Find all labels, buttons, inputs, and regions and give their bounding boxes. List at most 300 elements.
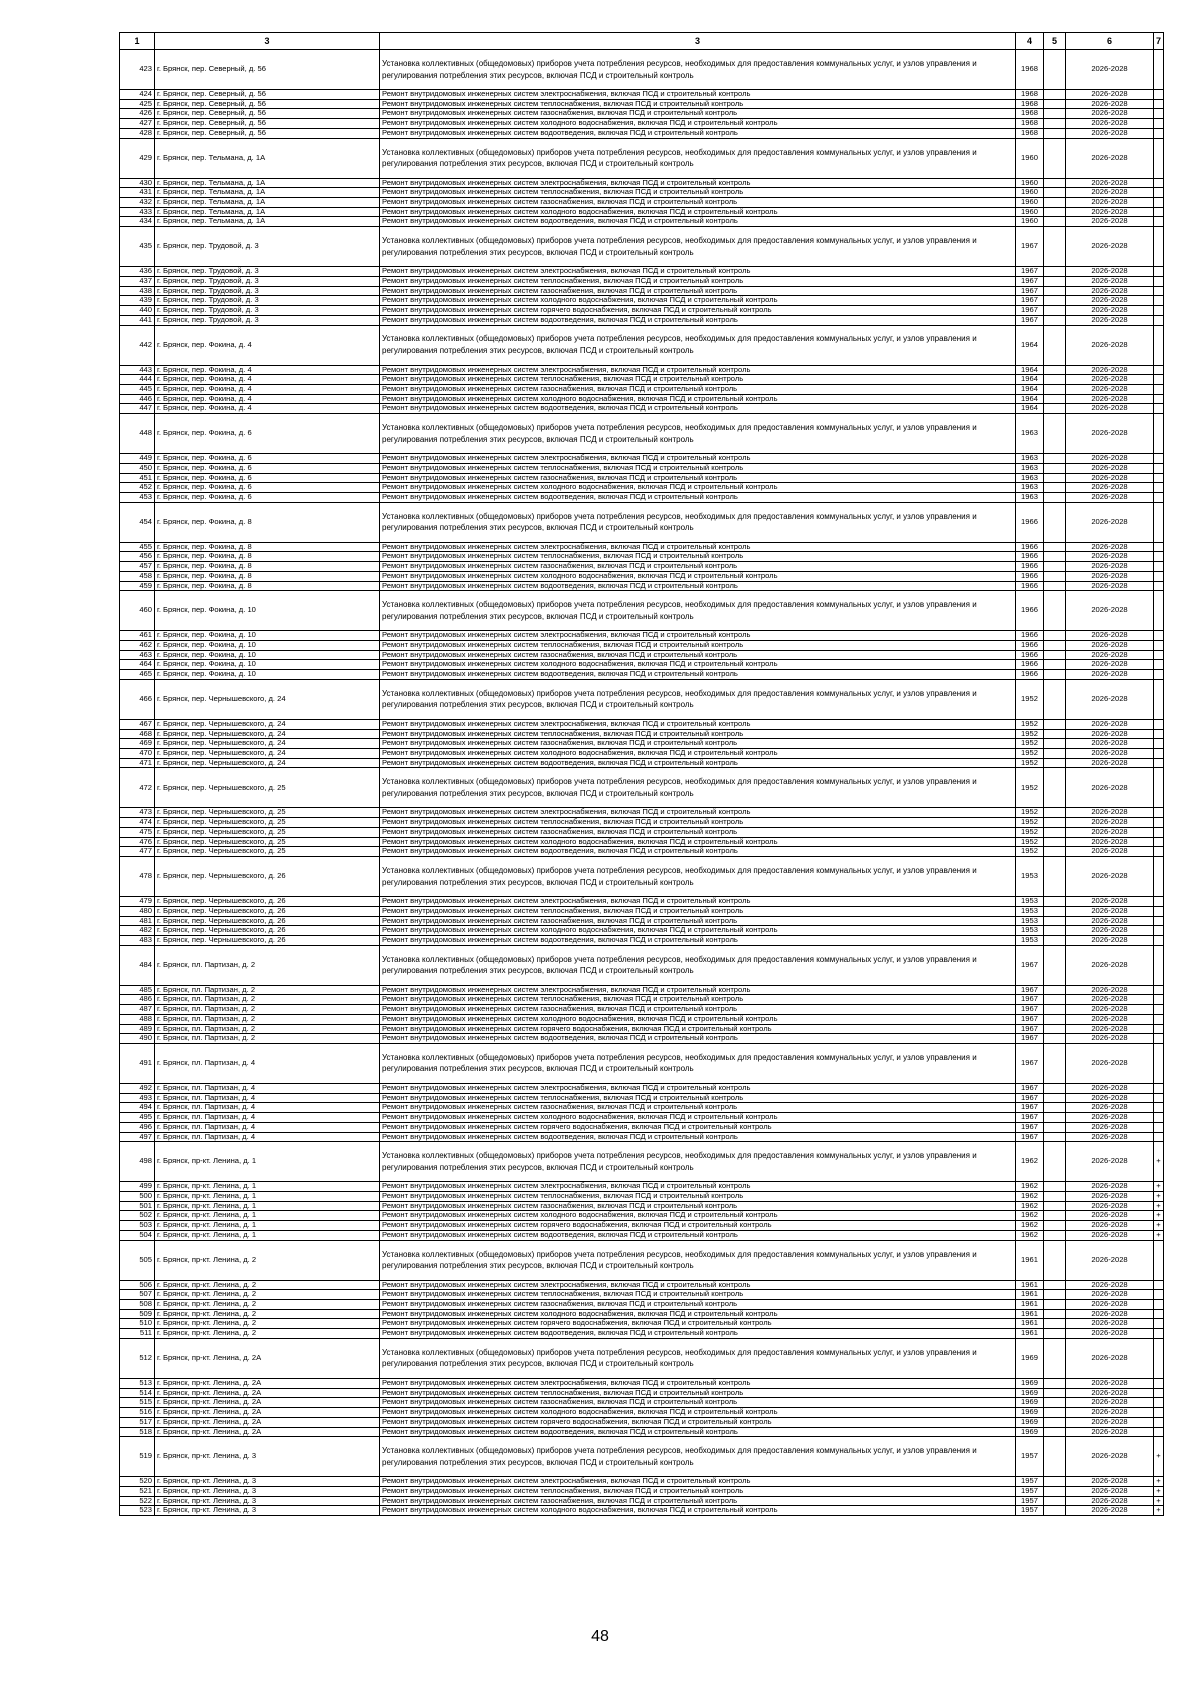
table-row (120, 1319, 1164, 1329)
address: г. Брянск, пер. Северный, д. 56 (155, 90, 380, 100)
address: г. Брянск, пр-кт. Ленина, д. 2А (155, 1388, 380, 1398)
period: 2026-2028 (1066, 995, 1154, 1005)
table-row (120, 1192, 1164, 1202)
build-year: 1967 (1016, 1014, 1044, 1024)
work-description: Ремонт внутридомовых инженерных систем теплоснабжения, включая ПСД и строительный контроль (380, 1486, 1016, 1496)
period: 2026-2028 (1066, 935, 1154, 945)
work-description: Ремонт внутридомовых инженерных систем теплоснабжения, включая ПСД и строительный контроль (380, 1388, 1016, 1398)
row-number: 493 (120, 1093, 155, 1103)
header-col-address: 3 (155, 33, 380, 50)
work-description: Ремонт внутридомовых инженерных систем теплоснабжения, включая ПСД и строительный контроль (380, 188, 1016, 198)
build-year: 1967 (1016, 1093, 1044, 1103)
col-5 (1044, 897, 1066, 907)
row-number: 510 (120, 1319, 155, 1329)
table-row (120, 945, 1164, 985)
table-row (120, 935, 1164, 945)
address: г. Брянск, пер. Фокина, д. 8 (155, 502, 380, 542)
address: г. Брянск, пер. Трудовой, д. 3 (155, 267, 380, 277)
mark (1154, 1417, 1164, 1427)
col-5 (1044, 749, 1066, 759)
table-row (120, 1182, 1164, 1192)
work-description: Ремонт внутридомовых инженерных систем газоснабжения, включая ПСД и строительный контроль (380, 739, 1016, 749)
table-row (120, 90, 1164, 100)
mark (1154, 217, 1164, 227)
mark (1154, 1034, 1164, 1044)
table-row (120, 660, 1164, 670)
period: 2026-2028 (1066, 1378, 1154, 1388)
row-number: 459 (120, 581, 155, 591)
work-description: Ремонт внутридомовых инженерных систем водоотведения, включая ПСД и строительный контроль (380, 492, 1016, 502)
build-year: 1967 (1016, 267, 1044, 277)
table-row (120, 581, 1164, 591)
period: 2026-2028 (1066, 217, 1154, 227)
period: 2026-2028 (1066, 109, 1154, 119)
build-year: 1967 (1016, 985, 1044, 995)
col-5 (1044, 719, 1066, 729)
period: 2026-2028 (1066, 857, 1154, 897)
period: 2026-2028 (1066, 227, 1154, 267)
period: 2026-2028 (1066, 365, 1154, 375)
period: 2026-2028 (1066, 1290, 1154, 1300)
period: 2026-2028 (1066, 916, 1154, 926)
col-5 (1044, 492, 1066, 502)
mark (1154, 837, 1164, 847)
period: 2026-2028 (1066, 1506, 1154, 1516)
table-row (120, 138, 1164, 178)
table-row (120, 542, 1164, 552)
address: г. Брянск, пер. Фокина, д. 6 (155, 463, 380, 473)
col-5 (1044, 827, 1066, 837)
work-description: Ремонт внутридомовых инженерных систем холодного водоснабжения, включая ПСД и строительный контроль (380, 1408, 1016, 1418)
period: 2026-2028 (1066, 739, 1154, 749)
row-number: 452 (120, 483, 155, 493)
mark (1154, 1083, 1164, 1093)
build-year: 1968 (1016, 128, 1044, 138)
work-description: Ремонт внутридомовых инженерных систем теплоснабжения, включая ПСД и строительный контроль (380, 906, 1016, 916)
period: 2026-2028 (1066, 315, 1154, 325)
work-description: Установка коллективных (общедомовых) приборов учета потребления ресурсов, необходимых для предоставления коммунальных услуг, и узлов управления и регулирования потребления этих ресурсов, включая ПСД и строительный контроль (380, 1043, 1016, 1083)
mark (1154, 188, 1164, 198)
period: 2026-2028 (1066, 1113, 1154, 1123)
period: 2026-2028 (1066, 1014, 1154, 1024)
address: г. Брянск, пер. Тельмана, д. 1А (155, 207, 380, 217)
table-row (120, 1122, 1164, 1132)
build-year: 1968 (1016, 50, 1044, 90)
col-5 (1044, 1408, 1066, 1418)
address: г. Брянск, пер. Фокина, д. 8 (155, 571, 380, 581)
period: 2026-2028 (1066, 591, 1154, 631)
col-5 (1044, 631, 1066, 641)
build-year: 1952 (1016, 847, 1044, 857)
period: 2026-2028 (1066, 571, 1154, 581)
build-year: 1952 (1016, 758, 1044, 768)
col-5 (1044, 188, 1066, 198)
row-number: 426 (120, 109, 155, 119)
row-number: 450 (120, 463, 155, 473)
row-number: 430 (120, 178, 155, 188)
work-description: Установка коллективных (общедомовых) приборов учета потребления ресурсов, необходимых для предоставления коммунальных услуг, и узлов управления и регулирования потребления этих ресурсов, включая ПСД и строительный контроль (380, 502, 1016, 542)
table-row (120, 591, 1164, 631)
row-number: 480 (120, 906, 155, 916)
table-row (120, 1221, 1164, 1231)
mark (1154, 650, 1164, 660)
row-number: 425 (120, 99, 155, 109)
table-row (120, 492, 1164, 502)
mark (1154, 90, 1164, 100)
mark: + (1154, 1506, 1164, 1516)
mark (1154, 99, 1164, 109)
work-description: Ремонт внутридомовых инженерных систем электроснабжения, включая ПСД и строительный контроль (380, 985, 1016, 995)
header-col-7: 7 (1154, 33, 1164, 50)
period: 2026-2028 (1066, 1417, 1154, 1427)
period: 2026-2028 (1066, 641, 1154, 651)
mark (1154, 267, 1164, 277)
work-description: Ремонт внутридомовых инженерных систем теплоснабжения, включая ПСД и строительный контроль (380, 552, 1016, 562)
mark (1154, 571, 1164, 581)
work-description: Ремонт внутридомовых инженерных систем холодного водоснабжения, включая ПСД и строительный контроль (380, 1506, 1016, 1516)
period: 2026-2028 (1066, 1408, 1154, 1418)
build-year: 1963 (1016, 492, 1044, 502)
mark (1154, 768, 1164, 808)
col-5 (1044, 1496, 1066, 1506)
period: 2026-2028 (1066, 375, 1154, 385)
row-number: 519 (120, 1437, 155, 1477)
build-year: 1957 (1016, 1486, 1044, 1496)
mark (1154, 1338, 1164, 1378)
col-5 (1044, 808, 1066, 818)
period: 2026-2028 (1066, 1280, 1154, 1290)
row-number: 504 (120, 1230, 155, 1240)
table-row (120, 719, 1164, 729)
table-row (120, 897, 1164, 907)
row-number: 515 (120, 1398, 155, 1408)
build-year: 1968 (1016, 109, 1044, 119)
table-row (120, 729, 1164, 739)
address: г. Брянск, пер. Фокина, д. 4 (155, 384, 380, 394)
work-description: Установка коллективных (общедомовых) приборов учета потребления ресурсов, необходимых для предоставления коммунальных услуг, и узлов управления и регулирования потребления этих ресурсов, включая ПСД и строительный контроль (380, 857, 1016, 897)
build-year: 1962 (1016, 1192, 1044, 1202)
mark: + (1154, 1192, 1164, 1202)
col-5 (1044, 502, 1066, 542)
work-description: Ремонт внутридомовых инженерных систем электроснабжения, включая ПСД и строительный контроль (380, 897, 1016, 907)
row-number: 468 (120, 729, 155, 739)
period: 2026-2028 (1066, 631, 1154, 641)
work-description: Ремонт внутридомовых инженерных систем холодного водоснабжения, включая ПСД и строительный контроль (380, 1014, 1016, 1024)
table-row (120, 818, 1164, 828)
table-row (120, 552, 1164, 562)
address: г. Брянск, пер. Фокина, д. 8 (155, 581, 380, 591)
table-row (120, 1230, 1164, 1240)
work-description: Ремонт внутридомовых инженерных систем холодного водоснабжения, включая ПСД и строительный контроль (380, 296, 1016, 306)
address: г. Брянск, пер. Фокина, д. 6 (155, 473, 380, 483)
mark (1154, 935, 1164, 945)
col-5 (1044, 581, 1066, 591)
mark (1154, 207, 1164, 217)
build-year: 1953 (1016, 906, 1044, 916)
period: 2026-2028 (1066, 473, 1154, 483)
table-row (120, 404, 1164, 414)
table-row (120, 1417, 1164, 1427)
row-number: 465 (120, 670, 155, 680)
build-year: 1960 (1016, 188, 1044, 198)
build-year: 1966 (1016, 581, 1044, 591)
row-number: 461 (120, 631, 155, 641)
col-5 (1044, 768, 1066, 808)
table-row (120, 837, 1164, 847)
address: г. Брянск, пер. Северный, д. 56 (155, 109, 380, 119)
mark (1154, 670, 1164, 680)
build-year: 1966 (1016, 660, 1044, 670)
col-5 (1044, 995, 1066, 1005)
mark (1154, 454, 1164, 464)
col-5 (1044, 90, 1066, 100)
row-number: 436 (120, 267, 155, 277)
period: 2026-2028 (1066, 847, 1154, 857)
col-5 (1044, 375, 1066, 385)
row-number: 447 (120, 404, 155, 414)
work-description: Установка коллективных (общедомовых) приборов учета потребления ресурсов, необходимых для предоставления коммунальных услуг, и узлов управления и регулирования потребления этих ресурсов, включая ПСД и строительный контроль (380, 325, 1016, 365)
period: 2026-2028 (1066, 1221, 1154, 1231)
work-description: Ремонт внутридомовых инженерных систем электроснабжения, включая ПСД и строительный контроль (380, 1280, 1016, 1290)
address: г. Брянск, пл. Партизан, д. 4 (155, 1113, 380, 1123)
row-number: 428 (120, 128, 155, 138)
mark: + (1154, 1437, 1164, 1477)
build-year: 1967 (1016, 296, 1044, 306)
table-row (120, 325, 1164, 365)
col-5 (1044, 591, 1066, 631)
col-5 (1044, 847, 1066, 857)
address: г. Брянск, пер. Трудовой, д. 3 (155, 276, 380, 286)
mark (1154, 198, 1164, 208)
col-5 (1044, 404, 1066, 414)
address: г. Брянск, пр-кт. Ленина, д. 2А (155, 1408, 380, 1418)
address: г. Брянск, пл. Партизан, д. 2 (155, 1005, 380, 1015)
row-number: 490 (120, 1034, 155, 1044)
address: г. Брянск, пр-кт. Ленина, д. 3 (155, 1477, 380, 1487)
work-description: Ремонт внутридомовых инженерных систем теплоснабжения, включая ПСД и строительный контроль (380, 995, 1016, 1005)
address: г. Брянск, пр-кт. Ленина, д. 3 (155, 1496, 380, 1506)
period: 2026-2028 (1066, 719, 1154, 729)
address: г. Брянск, пл. Партизан, д. 2 (155, 985, 380, 995)
address: г. Брянск, пр-кт. Ленина, д. 3 (155, 1486, 380, 1496)
build-year: 1964 (1016, 365, 1044, 375)
table-row (120, 1300, 1164, 1310)
build-year: 1969 (1016, 1378, 1044, 1388)
address: г. Брянск, пер. Чернышевского, д. 26 (155, 926, 380, 936)
mark (1154, 562, 1164, 572)
col-5 (1044, 818, 1066, 828)
period: 2026-2028 (1066, 660, 1154, 670)
table-row (120, 739, 1164, 749)
build-year: 1966 (1016, 571, 1044, 581)
build-year: 1962 (1016, 1201, 1044, 1211)
mark: + (1154, 1221, 1164, 1231)
work-description: Ремонт внутридомовых инженерных систем теплоснабжения, включая ПСД и строительный контроль (380, 641, 1016, 651)
period: 2026-2028 (1066, 1300, 1154, 1310)
work-description: Установка коллективных (общедомовых) приборов учета потребления ресурсов, необходимых для предоставления коммунальных услуг, и узлов управления и регулирования потребления этих ресурсов, включая ПСД и строительный контроль (380, 138, 1016, 178)
build-year: 1963 (1016, 454, 1044, 464)
table-row (120, 1437, 1164, 1477)
col-5 (1044, 552, 1066, 562)
row-number: 509 (120, 1309, 155, 1319)
table-row (120, 296, 1164, 306)
work-description: Ремонт внутридомовых инженерных систем горячего водоснабжения, включая ПСД и строительный контроль (380, 306, 1016, 316)
row-number: 521 (120, 1486, 155, 1496)
mark (1154, 660, 1164, 670)
address: г. Брянск, пр-кт. Ленина, д. 2А (155, 1338, 380, 1378)
address: г. Брянск, пр-кт. Ленина, д. 3 (155, 1506, 380, 1516)
work-description: Установка коллективных (общедомовых) приборов учета потребления ресурсов, необходимых для предоставления коммунальных услуг, и узлов управления и регулирования потребления этих ресурсов, включая ПСД и строительный контроль (380, 1338, 1016, 1378)
work-description: Ремонт внутридомовых инженерных систем электроснабжения, включая ПСД и строительный контроль (380, 808, 1016, 818)
row-number: 439 (120, 296, 155, 306)
row-number: 466 (120, 679, 155, 719)
mark: + (1154, 1201, 1164, 1211)
period: 2026-2028 (1066, 1388, 1154, 1398)
period: 2026-2028 (1066, 808, 1154, 818)
col-5 (1044, 935, 1066, 945)
mark (1154, 315, 1164, 325)
mark (1154, 463, 1164, 473)
table-row (120, 749, 1164, 759)
period: 2026-2028 (1066, 207, 1154, 217)
build-year: 1966 (1016, 670, 1044, 680)
address: г. Брянск, пр-кт. Ленина, д. 2А (155, 1417, 380, 1427)
mark (1154, 591, 1164, 631)
address: г. Брянск, пер. Чернышевского, д. 25 (155, 837, 380, 847)
address: г. Брянск, пер. Тельмана, д. 1А (155, 217, 380, 227)
row-number: 520 (120, 1477, 155, 1487)
row-number: 511 (120, 1329, 155, 1339)
mark (1154, 1014, 1164, 1024)
col-5 (1044, 837, 1066, 847)
work-description: Ремонт внутридомовых инженерных систем водоотведения, включая ПСД и строительный контроль (380, 1034, 1016, 1044)
col-5 (1044, 286, 1066, 296)
col-5 (1044, 758, 1066, 768)
mark (1154, 119, 1164, 129)
table-row (120, 1240, 1164, 1280)
table-row (120, 454, 1164, 464)
mark (1154, 1093, 1164, 1103)
row-number: 451 (120, 473, 155, 483)
build-year: 1963 (1016, 473, 1044, 483)
work-description: Установка коллективных (общедомовых) приборов учета потребления ресурсов, необходимых для предоставления коммунальных услуг, и узлов управления и регулирования потребления этих ресурсов, включая ПСД и строительный контроль (380, 768, 1016, 808)
period: 2026-2028 (1066, 198, 1154, 208)
col-5 (1044, 109, 1066, 119)
header-col-5: 5 (1044, 33, 1066, 50)
work-description: Ремонт внутридомовых инженерных систем холодного водоснабжения, включая ПСД и строительный контроль (380, 571, 1016, 581)
build-year: 1966 (1016, 591, 1044, 631)
col-5 (1044, 857, 1066, 897)
row-number: 431 (120, 188, 155, 198)
build-year: 1967 (1016, 1005, 1044, 1015)
row-number: 434 (120, 217, 155, 227)
col-5 (1044, 178, 1066, 188)
build-year: 1969 (1016, 1408, 1044, 1418)
work-description: Ремонт внутридомовых инженерных систем холодного водоснабжения, включая ПСД и строительный контроль (380, 660, 1016, 670)
table-row (120, 473, 1164, 483)
period: 2026-2028 (1066, 749, 1154, 759)
mark (1154, 906, 1164, 916)
table-row (120, 384, 1164, 394)
work-description: Ремонт внутридомовых инженерных систем водоотведения, включая ПСД и строительный контроль (380, 404, 1016, 414)
period: 2026-2028 (1066, 1486, 1154, 1496)
col-5 (1044, 384, 1066, 394)
col-5 (1044, 1437, 1066, 1477)
period: 2026-2028 (1066, 768, 1154, 808)
build-year: 1966 (1016, 502, 1044, 542)
work-description: Ремонт внутридомовых инженерных систем холодного водоснабжения, включая ПСД и строительный контроль (380, 1309, 1016, 1319)
col-5 (1044, 1005, 1066, 1015)
table-row (120, 128, 1164, 138)
mark (1154, 128, 1164, 138)
row-number: 522 (120, 1496, 155, 1506)
row-number: 513 (120, 1378, 155, 1388)
table-row (120, 1132, 1164, 1142)
mark (1154, 375, 1164, 385)
mark (1154, 394, 1164, 404)
col-5 (1044, 463, 1066, 473)
address: г. Брянск, пер. Тельмана, д. 1А (155, 138, 380, 178)
address: г. Брянск, пр-кт. Ленина, д. 1 (155, 1142, 380, 1182)
work-description: Ремонт внутридомовых инженерных систем теплоснабжения, включая ПСД и строительный контроль (380, 818, 1016, 828)
mark (1154, 227, 1164, 267)
col-5 (1044, 679, 1066, 719)
period: 2026-2028 (1066, 906, 1154, 916)
address: г. Брянск, пер. Фокина, д. 6 (155, 414, 380, 454)
build-year: 1957 (1016, 1506, 1044, 1516)
address: г. Брянск, пр-кт. Ленина, д. 2 (155, 1309, 380, 1319)
build-year: 1969 (1016, 1338, 1044, 1378)
row-number: 516 (120, 1408, 155, 1418)
address: г. Брянск, пер. Фокина, д. 10 (155, 670, 380, 680)
table-row (120, 483, 1164, 493)
mark (1154, 985, 1164, 995)
col-5 (1044, 1417, 1066, 1427)
address: г. Брянск, пер. Фокина, д. 10 (155, 631, 380, 641)
build-year: 1967 (1016, 286, 1044, 296)
row-number: 514 (120, 1388, 155, 1398)
period: 2026-2028 (1066, 1427, 1154, 1437)
address: г. Брянск, пер. Чернышевского, д. 26 (155, 935, 380, 945)
col-5 (1044, 985, 1066, 995)
mark (1154, 502, 1164, 542)
build-year: 1966 (1016, 631, 1044, 641)
build-year: 1961 (1016, 1290, 1044, 1300)
col-5 (1044, 1201, 1066, 1211)
table-row (120, 1201, 1164, 1211)
row-number: 487 (120, 1005, 155, 1015)
address: г. Брянск, пр-кт. Ленина, д. 2 (155, 1240, 380, 1280)
period: 2026-2028 (1066, 454, 1154, 464)
address: г. Брянск, пер. Фокина, д. 4 (155, 375, 380, 385)
work-description: Ремонт внутридомовых инженерных систем водоотведения, включая ПСД и строительный контроль (380, 1230, 1016, 1240)
table-row (120, 1388, 1164, 1398)
address: г. Брянск, пр-кт. Ленина, д. 3 (155, 1437, 380, 1477)
row-number: 489 (120, 1024, 155, 1034)
table-row (120, 906, 1164, 916)
build-year: 1968 (1016, 99, 1044, 109)
period: 2026-2028 (1066, 650, 1154, 660)
work-description: Ремонт внутридомовых инженерных систем водоотведения, включая ПСД и строительный контроль (380, 1329, 1016, 1339)
table-row (120, 1398, 1164, 1408)
row-number: 495 (120, 1113, 155, 1123)
mark (1154, 857, 1164, 897)
work-description: Ремонт внутридомовых инженерных систем газоснабжения, включая ПСД и строительный контроль (380, 1103, 1016, 1113)
address: г. Брянск, пер. Чернышевского, д. 24 (155, 679, 380, 719)
col-5 (1044, 1230, 1066, 1240)
row-number: 494 (120, 1103, 155, 1113)
address: г. Брянск, пр-кт. Ленина, д. 2 (155, 1329, 380, 1339)
